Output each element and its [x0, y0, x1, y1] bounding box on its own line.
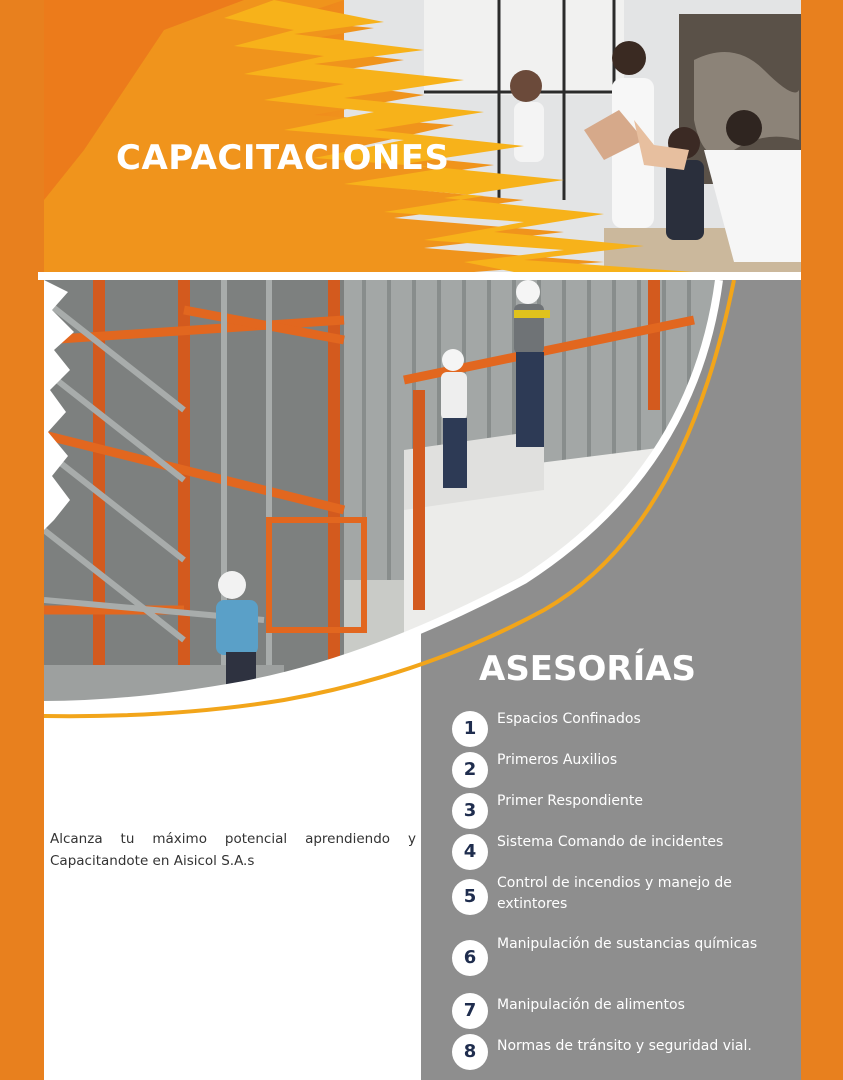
number-badge: 6: [452, 940, 488, 976]
white-divider: [38, 272, 801, 280]
item-label: Espacios Confinados: [497, 711, 641, 727]
asesorias-title: ASESORÍAS: [479, 649, 697, 689]
number-badge: 2: [452, 752, 488, 788]
number-badge: 8: [452, 1034, 488, 1070]
number-badge: 3: [452, 793, 488, 829]
item-label: Normas de tránsito y seguridad vial.: [497, 1038, 752, 1054]
number-badge: 1: [452, 711, 488, 747]
capacitaciones-banner: [44, 0, 801, 272]
item-label: Manipulación de alimentos: [497, 997, 685, 1013]
item-label: Primeros Auxilios: [497, 752, 618, 768]
banner-title: CAPACITACIONES: [116, 138, 450, 178]
left-orange-frame: [0, 0, 44, 1080]
number-badge: 5: [452, 879, 488, 915]
item-label: Manipulación de sustancias químicas: [497, 936, 758, 952]
item-label: Primer Respondiente: [497, 793, 643, 809]
main-content: [44, 280, 801, 1080]
intro-text: Alcanza tu máximo potencial aprendiendo y Capacitandote en Aisicol S.A.s: [50, 831, 416, 869]
item-label: Sistema Comando de incidentes: [497, 834, 724, 850]
team-high-five-photo: [44, 0, 801, 272]
number-badge: 7: [452, 993, 488, 1029]
number-badge: 4: [452, 834, 488, 870]
item-label: Control de incendios y manejo de extintores: [497, 875, 732, 912]
right-orange-frame: [801, 0, 843, 1080]
